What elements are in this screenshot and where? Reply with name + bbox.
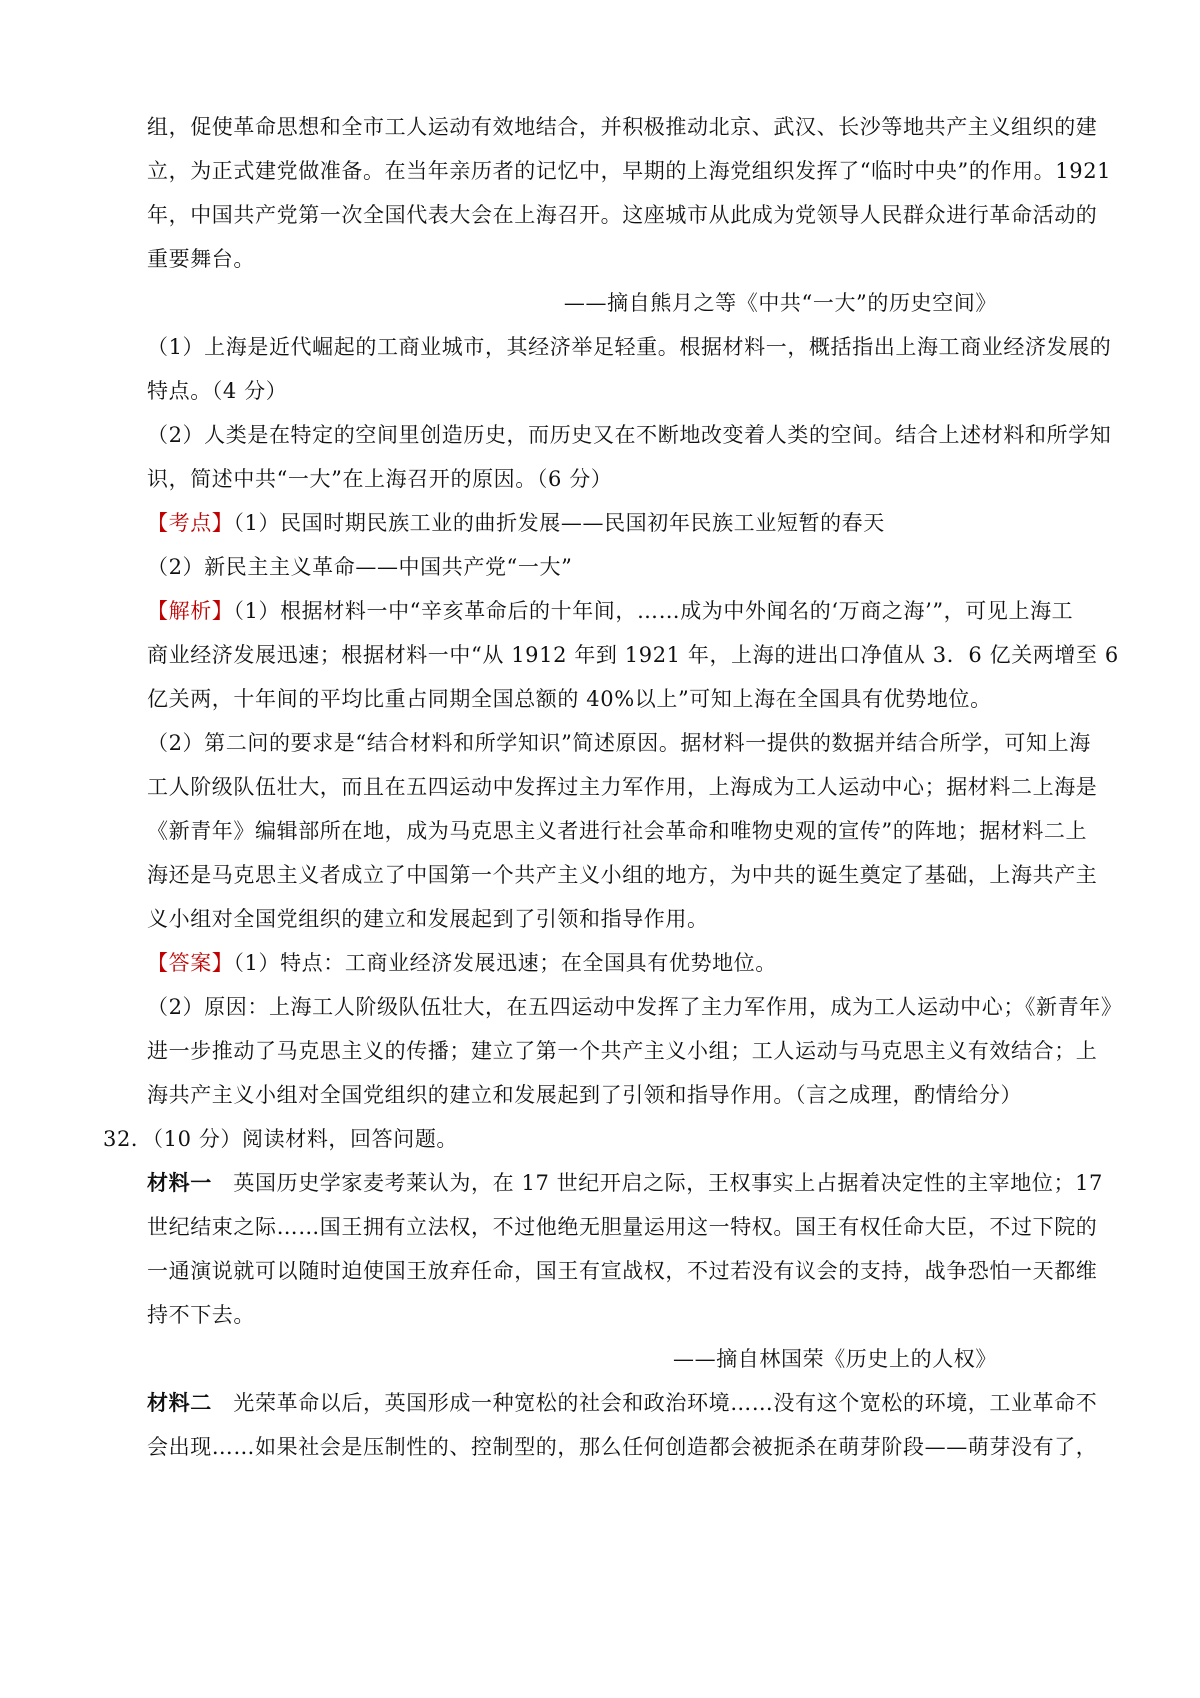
material-2-line bbox=[147, 1388, 1098, 1418]
text-line: 立，为正式建党做准备。在当年亲历者的记忆中，早期的上海党组织发挥了“临时中央”的作用。1921 bbox=[147, 159, 1112, 183]
question-32-heading: 32．（10 分）阅读材料，回答问题。 bbox=[103, 1127, 459, 1151]
text-line: 一通演说就可以随时迫使国王放弃任命，国王有宣战权，不过若没有议会的支持，战争恐怕一天都维 bbox=[147, 1259, 1098, 1283]
jiexi-tag: 【解析】 bbox=[147, 599, 234, 623]
text-line: 会出现……如果社会是压制性的、控制型的，那么任何创造都会被扼杀在萌芽阶段——萌芽没有了， bbox=[147, 1435, 1098, 1459]
text-line: 工人阶级队伍壮大，而且在五四运动中发挥过主力军作用，上海成为工人运动中心；据材料二上海是 bbox=[147, 775, 1098, 799]
question-2: （2）人类是在特定的空间里创造历史，而历史又在不断地改变着人类的空间。结合上述材料和所学知 bbox=[147, 423, 1112, 447]
jiexi-text: （1）根据材料一中“辛亥革命后的十年间，……成为中外闻名的‘万商之海’”，可见上海工 bbox=[233, 599, 1074, 623]
material-text: 英国历史学家麦考莱认为，在 17 世纪开启之际，王权事实上占据着决定性的主宰地位；17 bbox=[211, 1171, 1104, 1195]
text-line: 世纪结束之际……国王拥有立法权，不过他绝无胆量运用这一特权。国王有权任命大臣，不过下院的 bbox=[147, 1215, 1098, 1239]
text-line: 海还是马克思主义者成立了中国第一个共产主义小组的地方，为中共的诞生奠定了基础，上海共产主 bbox=[147, 863, 1098, 887]
text-line: 重要舞台。 bbox=[147, 247, 255, 271]
text-line: （2）第二问的要求是“结合材料和所学知识”简述原因。据材料一提供的数据并结合所学，可知上海 bbox=[147, 731, 1091, 755]
question-1: （1）上海是近代崛起的工商业城市，其经济举足轻重。根据材料一，概括指出上海工商业经济发展的 bbox=[147, 335, 1112, 359]
daan-line bbox=[147, 948, 777, 978]
text-line: 进一步推动了马克思主义的传播；建立了第一个共产主义小组；工人运动与马克思主义有效结合；上 bbox=[147, 1039, 1098, 1063]
text-line: 义小组对全国党组织的建立和发展起到了引领和指导作用。 bbox=[147, 907, 709, 931]
kaodian-text: （1）民国时期民族工业的曲折发展——民国初年民族工业短暂的春天 bbox=[233, 511, 885, 535]
text-line: 特点。（4 分） bbox=[147, 379, 288, 403]
jiexi-line bbox=[147, 596, 1074, 626]
text-line: 持不下去。 bbox=[147, 1303, 255, 1327]
kaodian-line bbox=[147, 508, 885, 538]
text-line: （2）新民主主义革命——中国共产党“一大” bbox=[147, 555, 573, 579]
text-line: （2）原因：上海工人阶级队伍壮大，在五四运动中发挥了主力军作用，成为工人运动中心；《新青年》 bbox=[147, 995, 1123, 1019]
text-line: 组，促使革命思想和全市工人运动有效地结合，并积极推动北京、武汉、长沙等地共产主义组织的建 bbox=[147, 115, 1098, 139]
kaodian-tag: 【考点】 bbox=[147, 511, 234, 535]
material-label: 材料二 bbox=[147, 1390, 212, 1415]
material-label: 材料一 bbox=[147, 1170, 212, 1195]
source-citation: ——摘自林国荣《历史上的人权》 bbox=[673, 1347, 997, 1371]
material-1-line bbox=[147, 1168, 1104, 1198]
text-line: 亿关两，十年间的平均比重占同期全国总额的 40%以上”可知上海在全国具有优势地位。 bbox=[147, 687, 992, 711]
daan-tag: 【答案】 bbox=[147, 951, 234, 975]
daan-text: （1）特点：工商业经济发展迅速；在全国具有优势地位。 bbox=[233, 951, 777, 975]
text-line: 《新青年》编辑部所在地，成为马克思主义者进行社会革命和唯物史观的宣传”的阵地；据材料二上 bbox=[147, 819, 1088, 843]
material-text: 光荣革命以后，英国形成一种宽松的社会和政治环境……没有这个宽松的环境，工业革命不 bbox=[211, 1391, 1098, 1415]
text-line: 识，简述中共“一大”在上海召开的原因。（6 分） bbox=[147, 467, 613, 491]
text-line: 海共产主义小组对全国党组织的建立和发展起到了引领和指导作用。（言之成理，酌情给分） bbox=[147, 1083, 1023, 1107]
text-line: 商业经济发展迅速；根据材料一中“从 1912 年到 1921 年，上海的进出口净值从 3．6 亿关两增至 6 bbox=[147, 643, 1119, 667]
source-citation: ——摘自熊月之等《中共“一大”的历史空间》 bbox=[563, 291, 997, 315]
text-line: 年，中国共产党第一次全国代表大会在上海召开。这座城市从此成为党领导人民群众进行革命活动的 bbox=[147, 203, 1098, 227]
